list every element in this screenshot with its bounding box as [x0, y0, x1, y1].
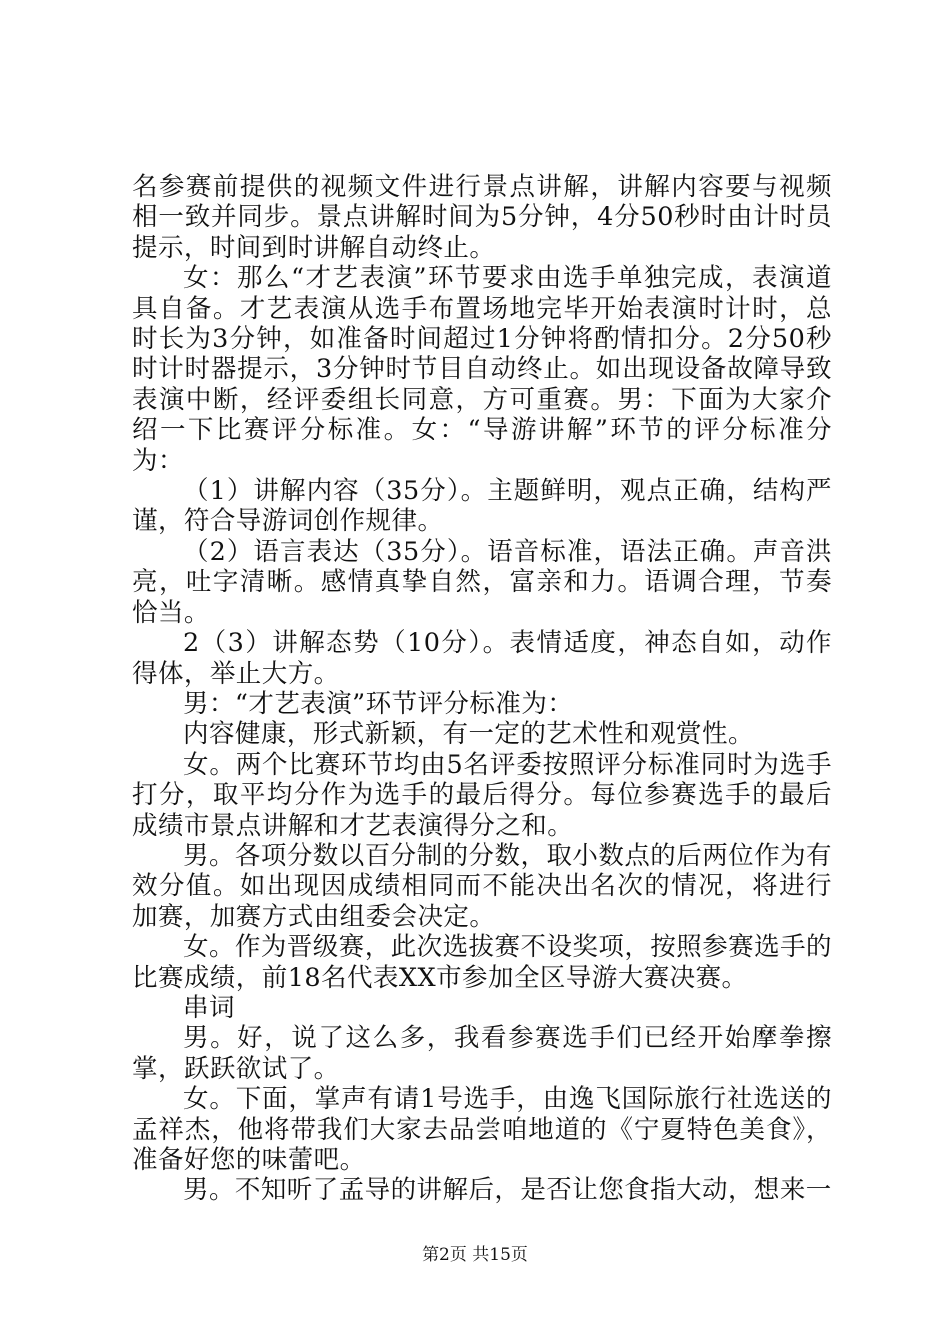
paragraph: 男：“才艺表演”环节评分标准为： [183, 688, 574, 719]
paragraph: 女。作为晋级赛，此次选拔赛不设奖项，按照参赛选手的比赛成绩，前18名代表XX市参加全区导游大赛决赛。 [132, 932, 832, 993]
paragraph: （2）语言表达（35分）。语音标准，语法正确。声音洪亮，吐字清晰。感情真挚自然，富亲和力。语调合理，节奏恰当。 [132, 536, 832, 628]
paragraph: 女。两个比赛环节均由5名评委按照评分标准同时为选手打分，取平均分作为选手的最后得分。每位参赛选手的最后成绩市景点讲解和才艺表演得分之和。 [132, 749, 832, 841]
paragraph: 男。各项分数以百分制的分数，取小数点的后两位作为有效分值。如出现因成绩相同而不能决出名次的情况，将进行加赛，加赛方式由组委会决定。 [132, 840, 832, 932]
paragraph: （1）讲解内容（35分）。主题鲜明，观点正确，结构严谨，符合导游词创作规律。 [132, 476, 832, 537]
paragraph: 2（3）讲解态势（10分）。表情适度，神态自如，动作得体，举止大方。 [132, 628, 832, 689]
paragraph: 男。好，说了这么多，我看参赛选手们已经开始摩拳擦掌，跃跃欲试了。 [132, 1023, 832, 1084]
paragraph: 女。下面，掌声有请1号选手，由逸飞国际旅行社选送的孟祥杰，他将带我们大家去品尝咱地道的《宁夏特色美食》，准备好您的味蕾吧。 [132, 1084, 832, 1175]
paragraph: 串词 [183, 992, 235, 1023]
paragraph: 内容健康，形式新颖，有一定的艺术性和观赏性。 [183, 719, 754, 750]
paragraph: 名参赛前提供的视频文件进行景点讲解，讲解内容要与视频相一致并同步。景点讲解时间为5分钟，4分50秒时由计时员提示，时间到时讲解自动终止。 [132, 172, 832, 263]
document-body [132, 172, 832, 1206]
page-number-footer: 第2页 共15页 [422, 1245, 528, 1265]
paragraph: 男。不知听了孟导的讲解后，是否让您食指大动，想来一 [183, 1175, 832, 1206]
paragraph: 女：那么“才艺表演”环节要求由选手单独完成，表演道具自备。才艺表演从选手布置场地完毕开始表演时计时，总时长为3分钟，如准备时间超过1分钟将酌情扣分。2分50秒时计时器提示，3分钟时节目自动终止。如出现设备故障导致表演中断，经评委组长同意，方可重赛。男：下面为大家介绍一下比赛评分标准。女：“导游讲解”环节的评分标准分为： [132, 263, 832, 476]
